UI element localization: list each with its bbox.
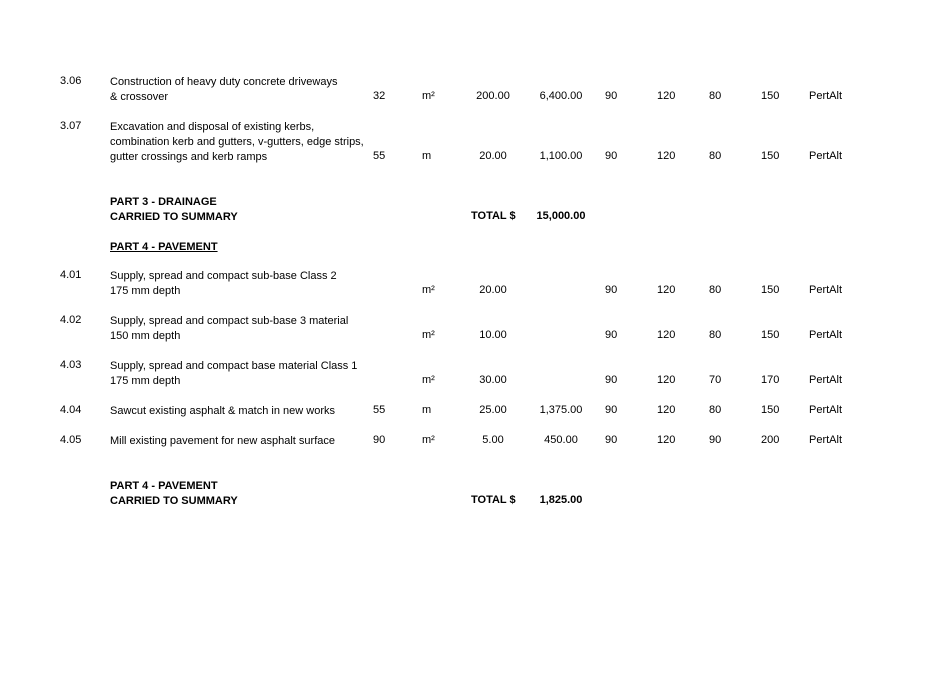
item-number: 4.04 (60, 404, 82, 416)
unit: m² (422, 284, 435, 296)
amount: 1,375.00 (539, 404, 583, 416)
source: PertAlt (809, 374, 843, 386)
item-number: 3.07 (60, 120, 82, 132)
col-b: 120 (657, 329, 676, 341)
item-description: Supply, spread and compact sub-base 3 material 150 mm depth (110, 315, 349, 342)
quantity: 55 (373, 150, 386, 162)
item-description: Sawcut existing asphalt & match in new works (110, 405, 335, 417)
quantity: 55 (373, 404, 386, 416)
col-d: 170 (761, 374, 780, 386)
carried-to-summary-label: CARRIED TO SUMMARY (110, 211, 238, 223)
source: PertAlt (809, 434, 843, 446)
part4-heading: PART 4 - PAVEMENT (110, 241, 218, 253)
col-c: 90 (709, 434, 722, 446)
item-description: Supply, spread and compact base material Class 1 175 mm depth (110, 360, 358, 387)
part4-total: 1,825.00 (539, 494, 583, 506)
unit: m (422, 150, 432, 162)
quantity: 32 (373, 90, 386, 102)
col-d: 150 (761, 150, 780, 162)
part4-title: PART 4 - PAVEMENT (110, 480, 218, 492)
item-number: 4.02 (60, 314, 82, 326)
rate: 25.00 (479, 404, 507, 416)
amount: 1,100.00 (539, 150, 583, 162)
col-a: 90 (605, 150, 618, 162)
amount: 450.00 (544, 434, 578, 446)
source: PertAlt (809, 90, 843, 102)
unit: m² (422, 329, 435, 341)
col-c: 80 (709, 90, 722, 102)
col-c: 80 (709, 150, 722, 162)
col-a: 90 (605, 434, 618, 446)
rate: 20.00 (479, 284, 507, 296)
rate: 5.00 (482, 434, 504, 446)
source: PertAlt (809, 284, 843, 296)
col-b: 120 (657, 404, 676, 416)
source: PertAlt (809, 404, 843, 416)
col-d: 200 (761, 434, 780, 446)
rate: 10.00 (479, 329, 507, 341)
item-description: Excavation and disposal of existing kerbs, combination kerb and gutters, v-gutters, edge strips, gutter crossings and kerb ramps (110, 121, 364, 163)
col-d: 150 (761, 284, 780, 296)
col-b: 120 (657, 150, 676, 162)
item-number: 4.01 (60, 269, 82, 281)
amount: 6,400.00 (539, 90, 583, 102)
rate: 30.00 (479, 374, 507, 386)
col-b: 120 (657, 90, 676, 102)
col-a: 90 (605, 90, 618, 102)
col-a: 90 (605, 374, 618, 386)
source: PertAlt (809, 150, 843, 162)
item-number: 4.03 (60, 359, 82, 371)
rate: 20.00 (479, 150, 507, 162)
total-label: TOTAL $ (471, 210, 516, 222)
unit: m² (422, 374, 435, 386)
part3-title: PART 3 - DRAINAGE (110, 196, 217, 208)
unit: m (422, 404, 432, 416)
total-label: TOTAL $ (471, 494, 516, 506)
col-b: 120 (657, 434, 676, 446)
item-description: Mill existing pavement for new asphalt surface (110, 435, 335, 447)
item-number: 4.05 (60, 434, 82, 446)
col-d: 150 (761, 329, 780, 341)
col-a: 90 (605, 329, 618, 341)
col-d: 150 (761, 404, 780, 416)
col-a: 90 (605, 284, 618, 296)
col-d: 150 (761, 90, 780, 102)
source: PertAlt (809, 329, 843, 341)
rate: 200.00 (476, 90, 510, 102)
col-b: 120 (657, 284, 676, 296)
col-c: 80 (709, 329, 722, 341)
unit: m² (422, 434, 435, 446)
col-a: 90 (605, 404, 618, 416)
col-c: 80 (709, 284, 722, 296)
part3-total: 15,000.00 (536, 210, 586, 222)
item-description: Construction of heavy duty concrete driveways & crossover (110, 76, 338, 103)
item-description: Supply, spread and compact sub-base Class 2 175 mm depth (110, 270, 337, 297)
item-number: 3.06 (60, 75, 82, 87)
unit: m² (422, 90, 435, 102)
col-c: 80 (709, 404, 722, 416)
carried-to-summary-label: CARRIED TO SUMMARY (110, 495, 238, 507)
col-c: 70 (709, 374, 722, 386)
quantity: 90 (373, 434, 386, 446)
col-b: 120 (657, 374, 676, 386)
